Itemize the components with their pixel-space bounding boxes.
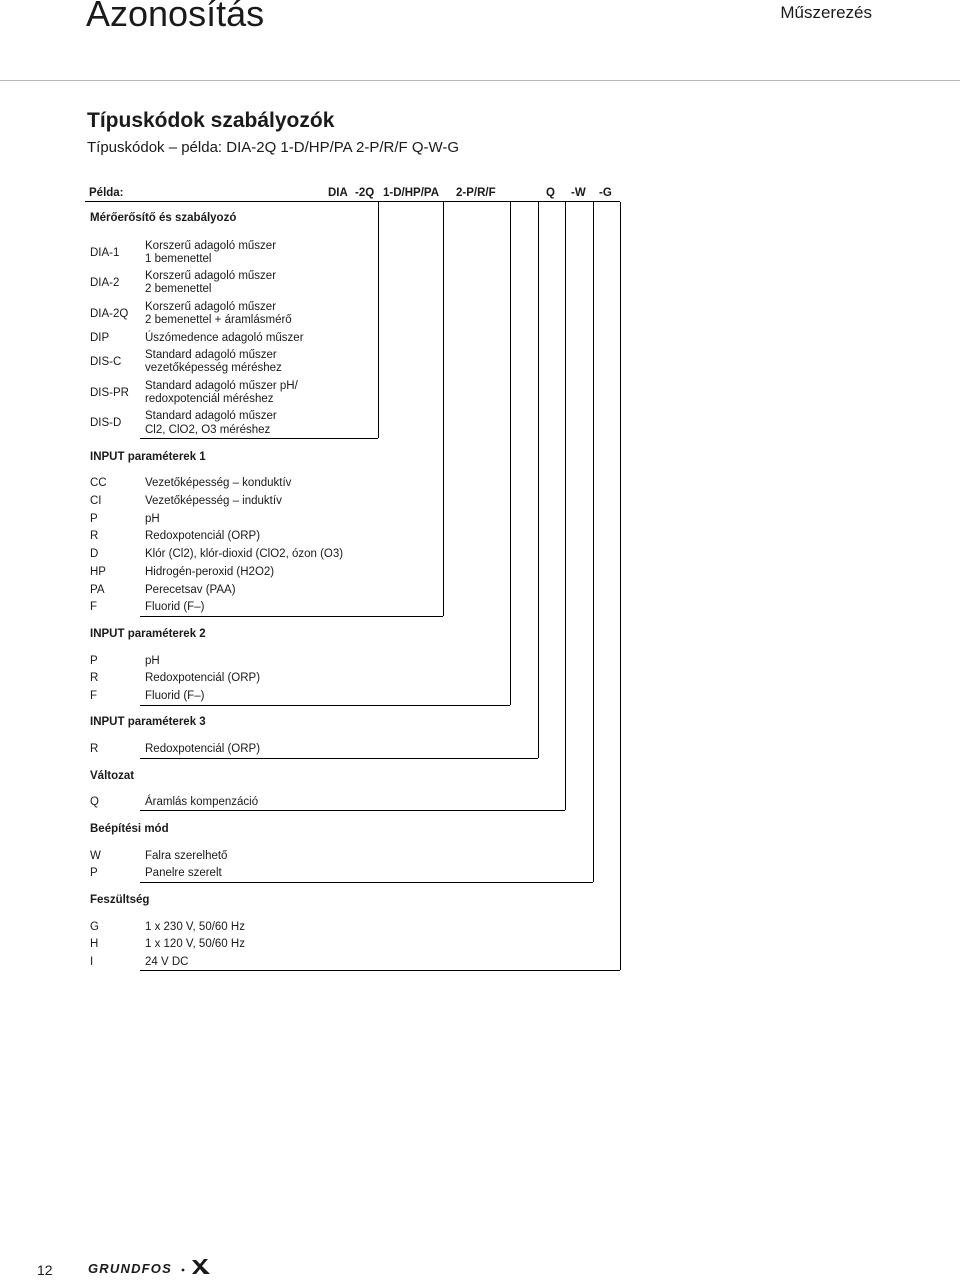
- desc-q: Áramlás kompenzáció: [145, 796, 259, 808]
- doc-subtitle: Típuskódok – példa: DIA-2Q 1-D/HP/PA 2-P/R/F Q-W-G: [87, 139, 460, 156]
- bracket-foot-voltage: [140, 970, 620, 971]
- code-hp: HP: [90, 566, 106, 578]
- desc-dis-c-line2: vezetőképesség méréshez: [145, 362, 282, 374]
- code-dis-c: DIS-C: [90, 356, 122, 368]
- bracket-foot-input1: [140, 616, 443, 617]
- group-title-input2: INPUT paraméterek 2: [90, 628, 206, 640]
- code-g: G: [90, 921, 99, 933]
- group-title-input1: INPUT paraméterek 1: [90, 451, 206, 463]
- code-q: Q: [90, 796, 99, 808]
- example-part-input1: 1-D/HP/PA: [383, 187, 440, 199]
- code-p-1: P: [90, 513, 98, 525]
- example-part-w: -W: [571, 187, 586, 199]
- page-title: Azonosítás: [86, 0, 265, 34]
- grundfos-wordmark: GRUNDFOS: [88, 1261, 172, 1276]
- code-f-1: F: [90, 601, 98, 613]
- desc-p-2: pH: [145, 655, 160, 667]
- bracket-foot-input2: [140, 705, 510, 706]
- example-part-q: Q: [546, 187, 555, 199]
- desc-dia-2-line2: 2 bemenettel: [145, 283, 212, 295]
- group-title-voltage: Feszültség: [90, 894, 150, 906]
- code-dia-1: DIA-1: [90, 247, 120, 259]
- bracket-foot-input3: [140, 758, 538, 759]
- desc-dis-pr-line1: Standard adagoló műszer pH/: [145, 380, 298, 392]
- desc-dia-2q-line1: Korszerű adagoló műszer: [145, 301, 277, 313]
- group-title-mounting: Beépítési mód: [90, 823, 169, 835]
- code-dip: DIP: [90, 332, 110, 344]
- bracket-line-voltage: [620, 202, 621, 970]
- desc-f-1: Fluorid (F–): [145, 601, 205, 613]
- doc-heading: Típuskódok szabályozók: [87, 109, 335, 132]
- code-p-2: P: [90, 655, 98, 667]
- desc-r-2: Redoxpotenciál (ORP): [145, 672, 261, 684]
- bracket-foot-dia: [140, 438, 378, 439]
- page-number: 12: [37, 1262, 53, 1278]
- desc-g: 1 x 230 V, 50/60 Hz: [145, 921, 245, 933]
- desc-i: 24 V DC: [145, 956, 189, 968]
- code-pa: PA: [90, 584, 105, 596]
- code-f-2: F: [90, 690, 98, 702]
- example-label: Példa:: [89, 187, 124, 199]
- code-dia-2q: DIA-2Q: [90, 308, 129, 320]
- desc-r-3: Redoxpotenciál (ORP): [145, 743, 261, 755]
- desc-dis-d-line2: Cl2, ClO2, O3 méréshez: [145, 424, 271, 436]
- group-title-input3: INPUT paraméterek 3: [90, 716, 206, 728]
- code-d: D: [90, 548, 99, 560]
- desc-h: 1 x 120 V, 50/60 Hz: [145, 938, 245, 950]
- code-dia-2: DIA-2: [90, 277, 120, 289]
- code-r-1: R: [90, 530, 99, 542]
- group-title-variant: Változat: [90, 770, 135, 782]
- desc-dia-2-line1: Korszerű adagoló műszer: [145, 270, 277, 282]
- example-part-input2: 2-P/R/F: [456, 187, 496, 199]
- desc-hp: Hidrogén-peroxid (H2O2): [145, 566, 275, 578]
- bracket-line-input3: [538, 202, 539, 758]
- desc-p-1: pH: [145, 513, 160, 525]
- bracket-foot-variant: [140, 810, 565, 811]
- grundfos-logo: [88, 1256, 214, 1278]
- grundfos-x-icon: [88, 1256, 214, 1278]
- desc-dia-1-line2: 1 bemenettel: [145, 253, 212, 265]
- code-i: I: [90, 956, 94, 968]
- section-label: Műszerezés: [780, 3, 872, 22]
- desc-dis-d-line1: Standard adagoló műszer: [145, 410, 277, 422]
- bracket-line-input2: [510, 202, 511, 705]
- desc-ci: Vezetőképesség – induktív: [145, 495, 282, 507]
- example-part-dia: DIA: [328, 187, 348, 199]
- bracket-line-variant: [565, 202, 566, 810]
- code-r-3: R: [90, 743, 99, 755]
- bracket-line-input1: [443, 202, 444, 616]
- bracket-line-mounting: [593, 202, 594, 882]
- code-h: H: [90, 938, 99, 950]
- desc-r-1: Redoxpotenciál (ORP): [145, 530, 261, 542]
- example-part-2q: -2Q: [355, 187, 375, 199]
- desc-pa: Perecetsav (PAA): [145, 584, 236, 596]
- code-dis-d: DIS-D: [90, 417, 122, 429]
- desc-dia-2q-line2: 2 bemenettel + áramlásmérő: [145, 314, 292, 326]
- desc-dis-pr-line2: redoxpotenciál méréshez: [145, 393, 274, 405]
- bracket-foot-mounting: [140, 882, 593, 883]
- code-w: W: [90, 850, 101, 862]
- bracket-line-dia: [378, 202, 379, 438]
- group-title-measuring: Mérőerősítő és szabályozó: [90, 212, 237, 224]
- desc-d: Klór (Cl2), klór-dioxid (ClO2, ózon (O3): [145, 548, 344, 560]
- code-r-2: R: [90, 672, 99, 684]
- code-ci: CI: [90, 495, 102, 507]
- desc-dis-c-line1: Standard adagoló műszer: [145, 349, 277, 361]
- example-divider: [85, 201, 620, 202]
- code-dis-pr: DIS-PR: [90, 387, 129, 399]
- code-p-3: P: [90, 867, 98, 879]
- desc-f-2: Fluorid (F–): [145, 690, 205, 702]
- desc-dip: Úszómedence adagoló műszer: [145, 332, 304, 344]
- desc-cc: Vezetőképesség – konduktív: [145, 477, 292, 489]
- example-part-g: -G: [599, 187, 612, 199]
- code-cc: CC: [90, 477, 107, 489]
- desc-p-3: Panelre szerelt: [145, 867, 222, 879]
- desc-dia-1-line1: Korszerű adagoló műszer: [145, 240, 277, 252]
- desc-w: Falra szerelhető: [145, 850, 228, 862]
